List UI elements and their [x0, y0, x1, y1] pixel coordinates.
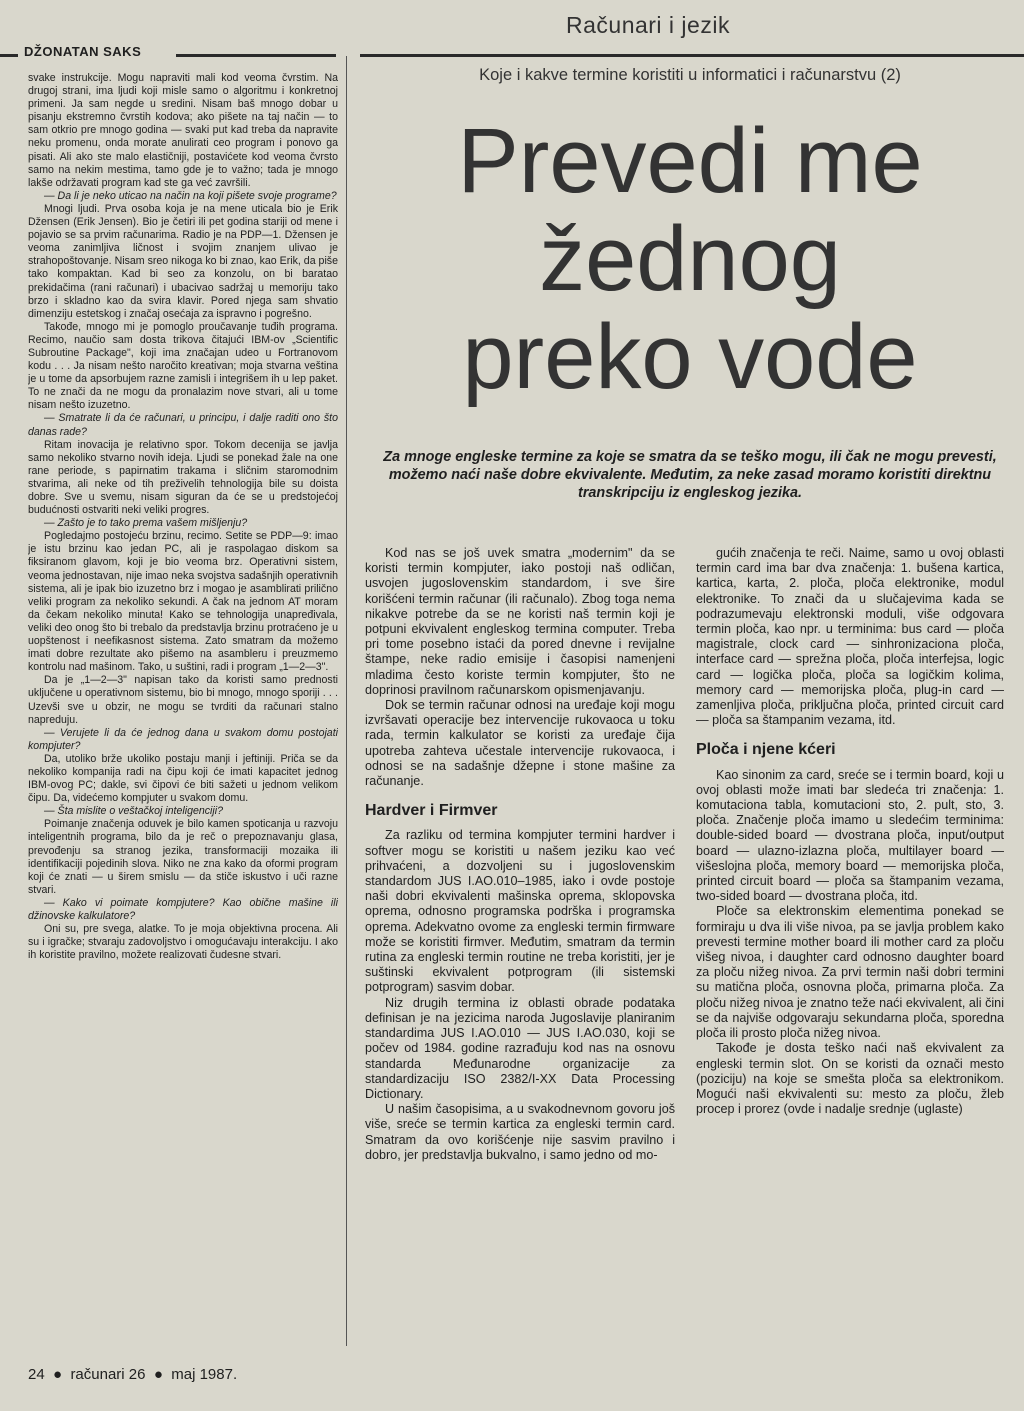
paragraph: — Kako vi poimate kompjutere? Kao obične mašine ili džinovske kalkulatore?: [28, 896, 338, 922]
bullet: ●: [48, 1366, 67, 1383]
byline: DŽONATAN SAKS: [24, 44, 142, 59]
paragraph: — Zašto je to tako prema vašem mišljenju?: [44, 517, 248, 530]
paragraph: Da, utoliko brže ukoliko postaju manji i jeftiniji. Priča se da nekoliko kompanija radi na čipu koji će imati kapacitet jednog IBM-ovog PC; dakle, svi čipovi će biti sažeti u jednom velikom čipu. Da, videćemo kompjuter u svakom domu.: [28, 752, 338, 805]
paragraph: Ploče sa elektronskim elementima ponekad se formiraju u dva ili više nivoa, pa se javlja problem kako prevesti termine mother board ili mother card za ploču višeg nivoa, i daughter card odnosno daughter board za ploču nižeg nivoa. Za prvi termin naši dobri termini su matična ploča, osnovna ploča, primarna ploča. Za ploču nižeg nivoa je znatno teže naći ekvivalent, ali čini se da najviše odgovaraju sekundarna ploča, sporedna ploča ili prosto ploča nižeg nivoa.: [696, 904, 1004, 1041]
column-divider: [346, 56, 347, 1346]
paragraph: — Verujete li da će jednog dana u svakom domu postojati kompjuter?: [28, 726, 338, 752]
headline-line: Prevedi me: [457, 110, 923, 212]
paragraph: gućih značenja te reči. Naime, samo u ovoj oblasti termin card ima bar dva značenja: 1. bušena kartica, kartica, karta, 2. ploča, ploča elektronike, modul elektronike. To znači da u slučajevima kada se podrazumevaju elektronski moduli, više odgovara termin ploča, kao npr. u terminima: bus card — ploča magistrale, clock card — sinhronizaciona ploča, interface card — sprežna ploča, ploča interfejsa, logic card — logička ploča, ploča sa logičkim kolima, memory card — memorijska ploča, plug-in card — zamenljiva ploča, priključna ploča, printed circuit card — ploča sa štampanim vezama, itd.: [696, 546, 1004, 728]
paragraph: Takođe je dosta teško naći naš ekvivalent za engleski termin slot. On se koristi da označi mesto (poziciju) na koje se smešta ploča sa elektronikom. Mogući naši ekvivalenti su: mesto za ploču, žleb procep i prorez (ovde i nadalje srednje (uglaste): [696, 1041, 1004, 1117]
paragraph: Kao sinonim za card, sreće se i termin board, koji u ovoj oblasti može imati bar sledeća tri značenja: 1. komutaciona tabla, komutacioni sto, 2. pult, sto, 3. ploča. Značenje ploča imamo u sledećim terminima: double-sided board — dvostrana ploča, input/output board — ulazno-izlazna ploča, multilayer board — višeslojna ploča, memory board — memorijska ploča, printed circuit board — ploča sa štampanim vezama, two-sided board — dvostrana ploča, itd.: [696, 767, 1004, 904]
bullet: ●: [149, 1366, 168, 1383]
paragraph: Mnogi ljudi. Prva osoba koja je na mene uticala bio je Erik Džensen (Erik Jensen). Bio je četiri ili pet godina stariji od mene i pojavio se sa prvim računarima. Radio je na PDP—1. Džensen je veoma zanimljiva ličnost i svojim znanjem ulivao je strahopoštovanje. Nisam sreo nikoga ko bi znao, kao Erik, da piše tako kompaktan. Kad bi seo za konzolu, on bi baratao prekidačima (rani računari) i ubacivao sadržaj u memoriju tako brzo i skladno kao da svira klavir. Pored njega sam shvatio dimenziju estetskog i značaj osećaja za ispravno i pogrešno.: [28, 202, 338, 320]
paragraph: — Da li je neko uticao na način na koji pišete svoje programe?: [44, 189, 337, 202]
paragraph: svake instrukcije. Mogu napraviti mali kod veoma čvrstim. Na drugoj strani, ima ljudi koji misle samo o algoritmu i konkretnoj primeni. Ja sam negde u sredini. Nisam baš mnogo dobar u pisanju ekstremno čvrstih kodova; ako pišete na taj način — to sam otkrio pre mnogo godina — svaki put kad treba da napravite neku promenu, onda morate anulirati ceo program i ponovo ga pisati. Ali ako ste malo elastičniji, postavićete kod veoma čvrsto samo na nekim mestima, tamo gde je to važno; tada je mnogo lakše održavati program kad ste ga već završili.: [28, 72, 338, 189]
paragraph: Da je „1—2—3" napisan tako da koristi samo prednosti uključene u operativnom sistemu, bio bi mnogo, mnogo sporiji . . . Uzevši sve u obzir, ne mogu se tvrditi da računari stalno napreduju.: [28, 674, 338, 726]
paragraph: Dok se termin računar odnosi na uređaje koji mogu izvršavati operacije bez intervencije rukovaoca u toku rada, termin kalkulator se koristi za uređaje čija upotreba zahteva učestale intervencije rukovaoca, i odnosi se na sadašnje džepne i stone mašine za računanje.: [365, 698, 675, 789]
subhead-ploca: Ploča i njene kćeri: [696, 741, 836, 759]
paragraph: Poimanje značenja oduvek je bilo kamen spoticanja u razvoju inteligentnih programa, bilo da je reč o prepoznavanju glasa, prevođenju sa stranog jezika, transformaciji mozaika ili identifikaciji pojedinih slova. Niko ne zna kako da oformi program koji će znati — u širem smislu — da stiče iskustvo i uči razne stvari.: [28, 818, 338, 896]
divider: [0, 54, 18, 57]
article-deck: Za mnoge engleske termine za koje se smatra da se teško mogu, ili čak ne mogu prevesti, možemo naći naše dobre ekvivalente. Međutim, za neke zasad moramo koristiti direktnu transkripciju iz engleskog jezika.: [383, 449, 997, 501]
article-kicker: Koje i kakve termine koristiti u informatici i računarstvu (2): [479, 66, 901, 84]
paragraph: Kod nas se još uvek smatra „modernim" da se koristi termin kompjuter, iako postoji naš odličan, usvojen jugoslovenskim standardom, i sve šire korišćeni termin računar (ili računalo). Zbog toga nema nikakve potrebe da se ne koristi naš termin koji je potpuni ekvivalent engleskog termina computer. Treba pri tome posebno istaći da pored dnevne i revijalne štampe, neke radio emisije i časopisi namenjeni mladima često koriste termin kompjuter, što ne doprinosi pravilnom računarskom opismenjavanju.: [365, 546, 675, 697]
divider: [360, 54, 1024, 57]
paragraph: — Smatrate li da će računari, u principu, i dalje raditi ono što danas rade?: [28, 412, 338, 438]
article-column-2: [696, 546, 1004, 1366]
issue-date: maj 1987.: [171, 1366, 238, 1383]
page-footer: [28, 1366, 237, 1383]
paragraph: Niz drugih termina iz oblasti obrade podataka definisan je na jezicima naroda Jugoslavije planiranim standardima JUS I.AO.010 — JUS I.AO.030, koji se počev od 1984. godine razrađuju kod nas na osnovu standarda Međunarodne organizacije za standardizaciju ISO 2382/I-XX Data Processing Dictionary.: [365, 995, 675, 1101]
divider: [176, 54, 336, 57]
paragraph: U našim časopisima, a u svakodnevnom govoru još više, sreće se termin kartica za engleski termin card. Smatram da ovo korišćenje nije sasvim pravilno i dobro, jer predstavlja bukvalno, i samo jedno od mo-: [365, 1102, 675, 1162]
paragraph: Takođe, mnogo mi je pomoglo proučavanje tuđih programa. Recimo, naučio sam dosta trikova čitajući IBM-ov „Scientific Subroutine Package", koji ima značajan udeo u Fortranovom kodu . . . Ja nisam nešto naročito kreativan; moja stvarna veština je u tome da apsorbujem razne zamisli i integrišem ih u lep paket. To ne znači da ne mogu da pronalazim nove stvari, ali u tome nisam nešto izuzetno.: [28, 320, 338, 412]
paragraph: Za razliku od termina kompjuter termini hardver i softver mogu se koristiti u našem jeziku kao već prihvaćeni, a dozvoljeni su i jugoslovenskim standardom JUS I.AO.010–1985, iako i ovde postoje naši dobri ekvivalenti mašinska oprema, sklopovska oprema, odnosno programska podrška i programska oprema. Adekvatno ovome za engleski termin firmware može se koristiti firmver. Međutim, smatram da termin rutina za engleski termin routine ne treba koristiti, jer je suštinski ekvivalent potprogram (ili sistemski potprogram) sasvim dobar.: [365, 828, 675, 995]
paragraph: — Šta mislite o veštačkoj inteligenciji?: [44, 805, 223, 818]
article-column-1: [365, 546, 675, 1366]
headline-line: preko vode: [462, 306, 918, 408]
article-headline: [360, 112, 1020, 406]
magazine-issue: računari 26: [70, 1366, 146, 1383]
paragraph: Oni su, pre svega, alatke. To je moja objektivna procena. Ali su i igračke; stvaraju zadovoljstvo i omogućavaju interakciju. I ako ih koristite pravilno, možete realizovati čudesne stvari.: [28, 923, 338, 962]
paragraph: Ritam inovacija je relativno spor. Tokom decenija se javlja samo nekoliko stvarno novih ideja. Ljudi se ponekad žale na one rane periode, s papirnatim trakama i sličnim staromodnim stvarima, ali neke od tih preživelih tehnologija bile su doista dobre. Sve u svemu, nisam siguran da će se u predstojećoj budućnosti ostvariti neki veliki progres.: [28, 438, 338, 517]
headline-line: žednog: [539, 208, 841, 310]
subhead-hardver: Hardver i Firmver: [365, 802, 498, 820]
page-number: 24: [28, 1366, 45, 1383]
section-title: Računari i jezik: [566, 12, 730, 38]
paragraph: Pogledajmo postojeću brzinu, recimo. Setite se PDP—9: imao je istu brzinu kao jedan PC, ali je raspolagao diskom sa fiksiranom glavom, koji je bio veoma brz. Operativni sistem, veoma jednostavan, nije imao neka svojstva sadašnjih operativnih sistema, ali je ipak bio izuzetno brz i mogao je asamblirati prilično veliki program za nekoliko sekundi. A čak na jednom AT moram da čekam nekoliko minuta! Kako se tehnologija unapređivala, veliki deo onog što bi trebalo da predstavlja brzinu protraćeno je u uopštenost i neefikasnost sistema. Zato smatram da možemo imati dobre rezultate ako pišemo na asambleru i preuzmemo kontrolu nad mašinom. Tako, u suštini, radi i program „1—2—3".: [28, 530, 338, 674]
interview-column: [28, 72, 338, 1346]
